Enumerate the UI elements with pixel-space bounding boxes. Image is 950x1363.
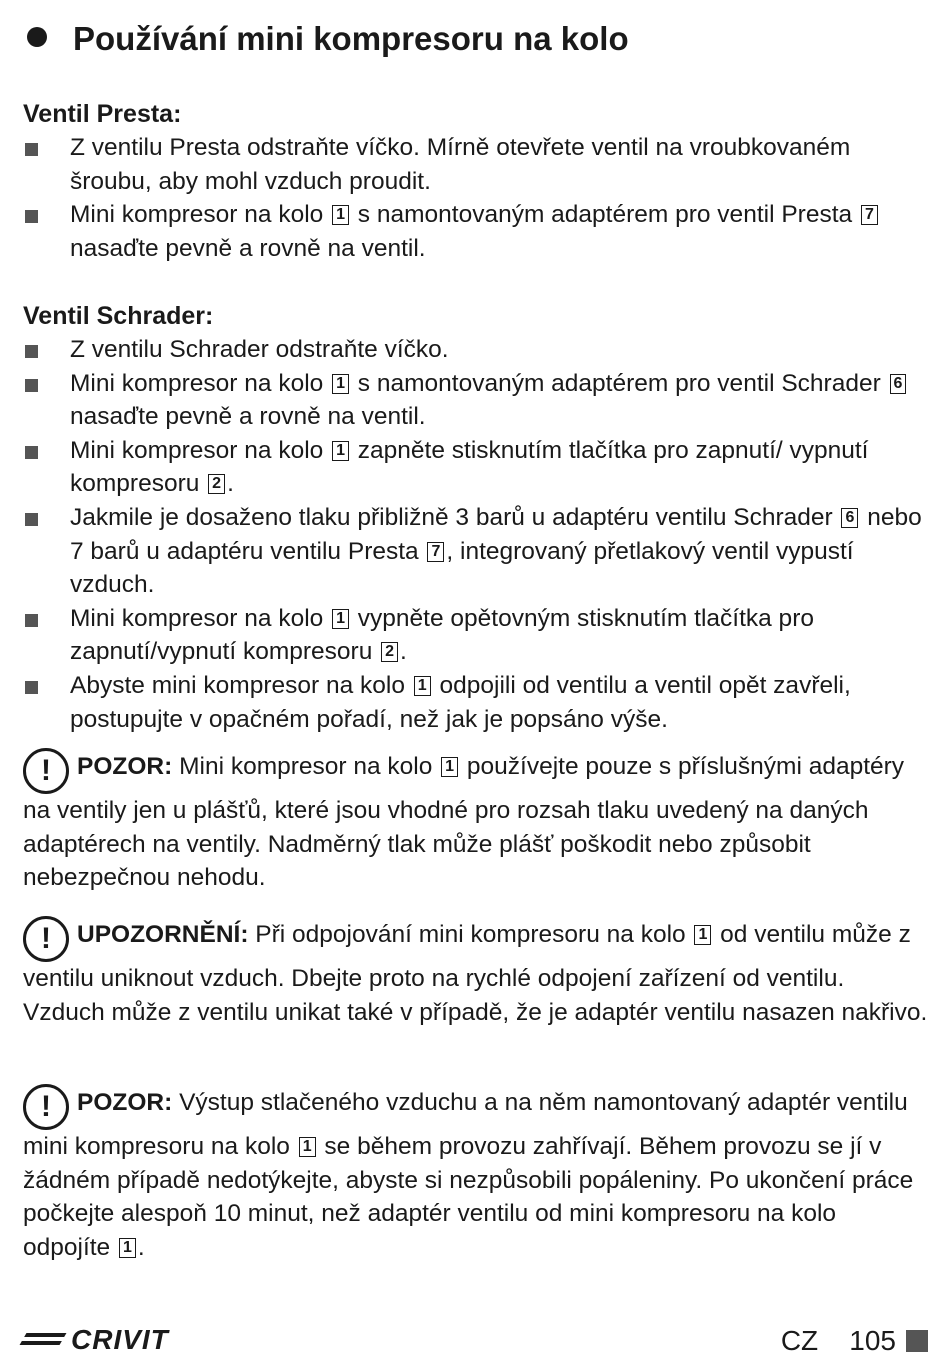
step-text: Výstup stlačeného vzduchu a na něm namontovaný adaptér ventilu mini kompresoru na kolo: [23, 1089, 908, 1160]
brand-logo: [23, 1324, 169, 1356]
step-text: Mini kompresor na kolo: [70, 201, 331, 229]
list-item: [23, 434, 928, 501]
step-text: Z ventilu Presta odstraňte víčko. Mírně otevřete ventil na vroubkovaném šroubu, aby mohl vzduch proudit.: [70, 134, 851, 195]
square-bullet-icon: [25, 513, 38, 526]
list-item: [23, 333, 928, 367]
page-marker-icon: [906, 1330, 928, 1352]
step-text: nasaďte pevně a rovně na ventil.: [70, 234, 426, 262]
step-text: používejte pouze s příslušnými adaptéry na ventily jen u plášťů, které jsou vhodné pro rozsah tlaku uvedený na daných adaptérech na ventily. Nadměrný tlak může plášť poškodit nebo způsobit nebezpečnou nehodu.: [23, 753, 905, 892]
step-text: Mini kompresor na kolo: [70, 436, 331, 464]
brand-mark-icon: [23, 1331, 67, 1349]
part-reference-number: 1: [119, 1238, 136, 1258]
part-reference-number: 1: [441, 757, 458, 777]
part-reference-number: 1: [694, 925, 711, 945]
part-reference-number: 1: [332, 441, 349, 461]
heading-text: Používání mini kompresoru na kolo: [73, 20, 629, 57]
list-item: [23, 198, 928, 265]
warning-note: [23, 748, 928, 895]
square-bullet-icon: [25, 143, 38, 156]
schrader-steps: [23, 333, 928, 736]
warning-note: [23, 1084, 928, 1264]
warning-label: POZOR:: [77, 1089, 173, 1116]
warning-icon: !: [23, 1084, 69, 1130]
step-text: .: [227, 470, 234, 498]
step-text: Abyste mini kompresor na kolo: [70, 671, 412, 699]
square-bullet-icon: [25, 210, 38, 223]
part-reference-number: 2: [381, 642, 398, 662]
page-number: 105: [849, 1325, 896, 1356]
brand-name: CRIVIT: [71, 1324, 169, 1355]
part-reference-number: 2: [208, 474, 225, 494]
list-item: [23, 669, 928, 736]
square-bullet-icon: [25, 379, 38, 392]
step-text: nasaďte pevně a rovně na ventil.: [70, 403, 426, 431]
warning-label: UPOZORNĚNÍ:: [77, 921, 249, 948]
schrader-title: Ventil Schrader:: [23, 302, 214, 330]
list-item: [23, 367, 928, 434]
part-reference-number: 1: [414, 676, 431, 696]
step-text: .: [400, 638, 407, 666]
page-footer: [23, 1322, 928, 1362]
step-text: nebo 7 barů u adaptéru ventilu Presta: [70, 503, 922, 565]
square-bullet-icon: [25, 614, 38, 627]
part-reference-number: 6: [890, 374, 907, 394]
step-text: odpojili od ventilu a ventil opět zavřeli, postupujte v opačném pořadí, než jak je popsáno výše.: [70, 671, 851, 733]
step-text: s namontovaným adaptérem pro ventil Presta: [350, 201, 859, 229]
section-heading: [23, 18, 629, 60]
presta-steps: [23, 131, 928, 265]
step-text: , integrovaný přetlakový ventil vypustí vzduch.: [70, 537, 854, 599]
step-text: s namontovaným adaptérem pro ventil Schrader: [350, 369, 888, 397]
part-reference-number: 7: [861, 205, 878, 225]
part-reference-number: 1: [332, 374, 349, 394]
warning-icon: !: [23, 748, 69, 794]
warning-label: POZOR:: [77, 753, 173, 780]
bullet-dot-icon: [27, 27, 47, 47]
warning-note: [23, 916, 928, 1029]
part-reference-number: 1: [332, 609, 349, 629]
presta-title: Ventil Presta:: [23, 100, 182, 128]
step-text: Jakmile je dosaženo tlaku přibližně 3 barů u adaptéru ventilu Schrader: [70, 503, 840, 531]
step-text: se během provozu zahřívají. Během provozu se jí v žádném případě nedotýkejte, abyste si nezpůsobili popáleniny. Po ukončení práce počkejte alespoň 10 minut, než adaptér ventilu od mini kompresoru na kolo odpojíte: [23, 1133, 914, 1261]
step-text: Mini kompresor na kolo: [172, 753, 440, 780]
step-text: .: [137, 1233, 145, 1261]
step-text: Mini kompresor na kolo: [70, 369, 331, 397]
warning-icon: !: [23, 916, 69, 962]
square-bullet-icon: [25, 345, 38, 358]
list-item: [23, 602, 928, 669]
step-text: od ventilu může z ventilu uniknout vzduch. Dbejte proto na rychlé odpojení zařízení od ventilu. Vzduch může z ventilu unikat také v případě, že je adaptér ventilu nasazen nakřivo.: [23, 921, 928, 1026]
step-text: Z ventilu Schrader odstraňte víčko.: [70, 336, 449, 363]
part-reference-number: 1: [299, 1137, 316, 1157]
part-reference-number: 1: [332, 205, 349, 225]
part-reference-number: 6: [841, 508, 858, 528]
step-text: zapněte stisknutím tlačítka pro zapnutí/ vypnutí kompresoru: [70, 436, 869, 498]
square-bullet-icon: [25, 446, 38, 459]
list-item: [23, 501, 928, 602]
language-code: CZ: [780, 1325, 819, 1356]
list-item: [23, 131, 928, 198]
step-text: vypněte opětovným stisknutím tlačítka pro zapnutí/vypnutí kompresoru: [70, 604, 814, 666]
square-bullet-icon: [25, 681, 38, 694]
step-text: Mini kompresor na kolo: [70, 604, 331, 632]
step-text: Při odpojování mini kompresoru na kolo: [248, 921, 693, 948]
part-reference-number: 7: [427, 542, 444, 562]
page-info: [781, 1324, 928, 1358]
